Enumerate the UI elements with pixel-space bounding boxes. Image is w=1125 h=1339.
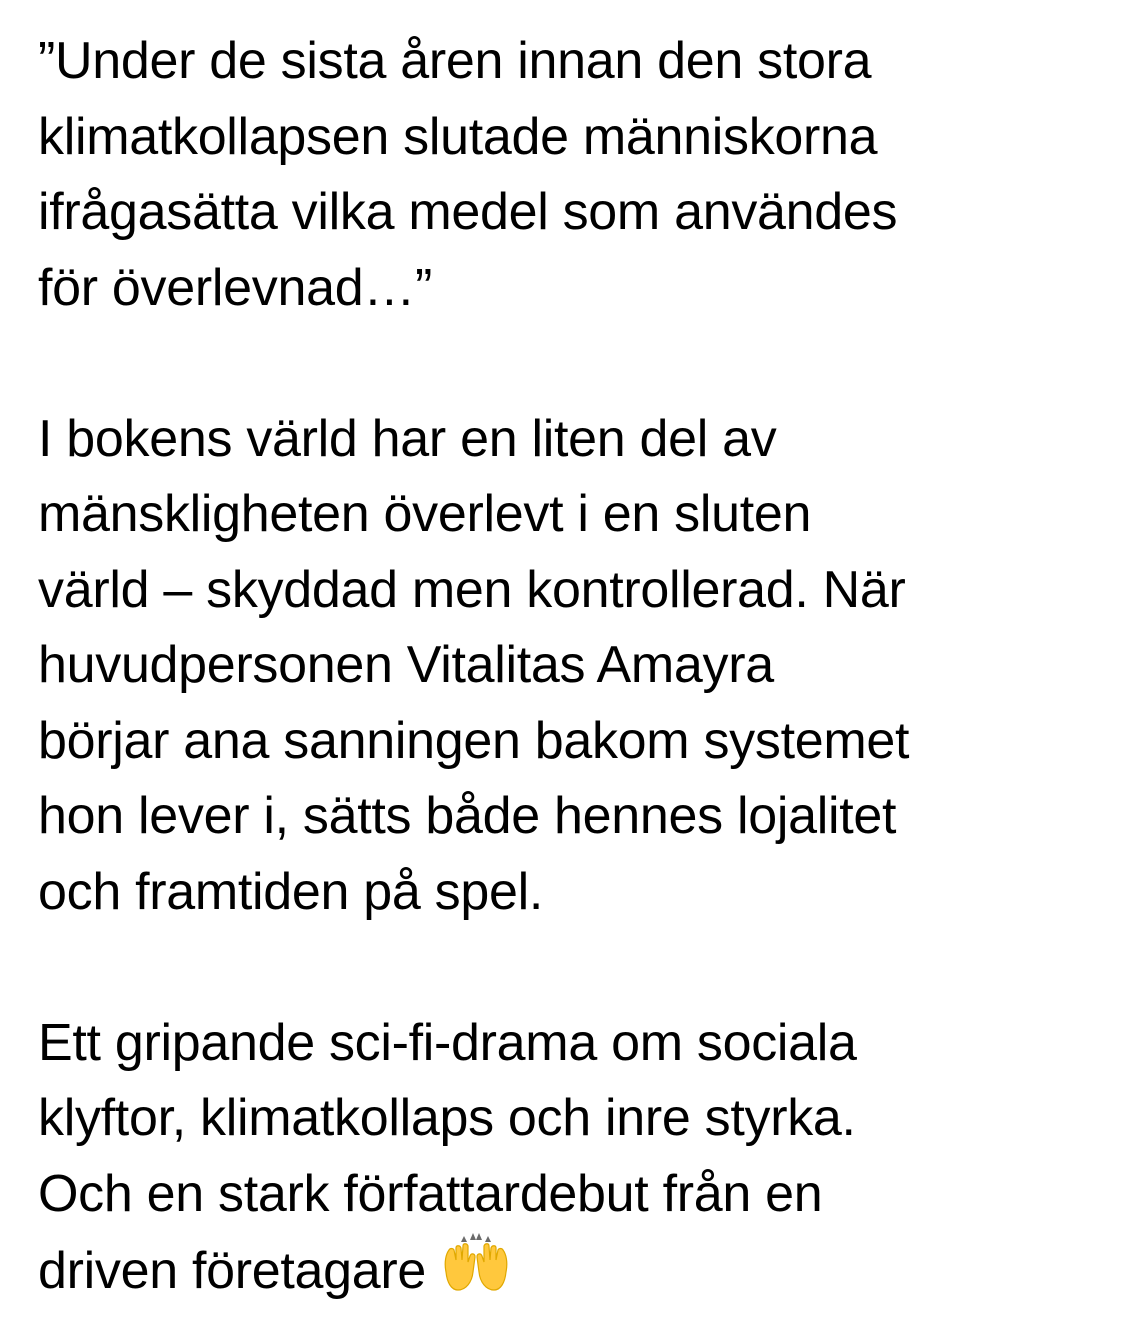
text-line: Ett gripande sci-fi-drama om sociala xyxy=(38,1013,857,1072)
text-line: ”Under de sista åren innan den stora xyxy=(38,32,872,90)
text-line-text: driven företagare xyxy=(38,1242,427,1300)
post-body xyxy=(38,24,1098,1310)
text-line: och framtiden på spel. xyxy=(38,862,544,921)
text-line: för överlevnad…” xyxy=(38,258,433,317)
text-line: Och en stark författardebut från en xyxy=(38,1164,823,1223)
paragraph-spacer xyxy=(38,930,1098,1006)
paragraph-spacer xyxy=(38,326,1098,402)
story-paragraph xyxy=(38,402,1098,931)
summary-paragraph xyxy=(38,1006,1098,1310)
text-line: huvudpersonen Vitalitas Amayra xyxy=(38,636,774,694)
text-line: klyftor, klimatkollaps och inre styrka. xyxy=(38,1089,856,1147)
text-line: mänskligheten överlevt i en sluten xyxy=(38,485,812,543)
text-line: hon lever i, sätts både hennes lojalitet xyxy=(38,787,897,845)
quote-paragraph xyxy=(38,24,1098,326)
text-line-with-emoji xyxy=(38,1232,1098,1310)
text-line: värld – skyddad men kontrollerad. När xyxy=(38,560,906,619)
text-line: klimatkollapsen slutade människorna xyxy=(38,107,878,166)
text-line: I bokens värld har en liten del av xyxy=(38,409,777,468)
text-line: ifrågasätta vilka medel som användes xyxy=(38,183,898,241)
raising-hands-emoji-icon xyxy=(440,1232,512,1294)
text-line: börjar ana sanningen bakom systemet xyxy=(38,711,910,770)
